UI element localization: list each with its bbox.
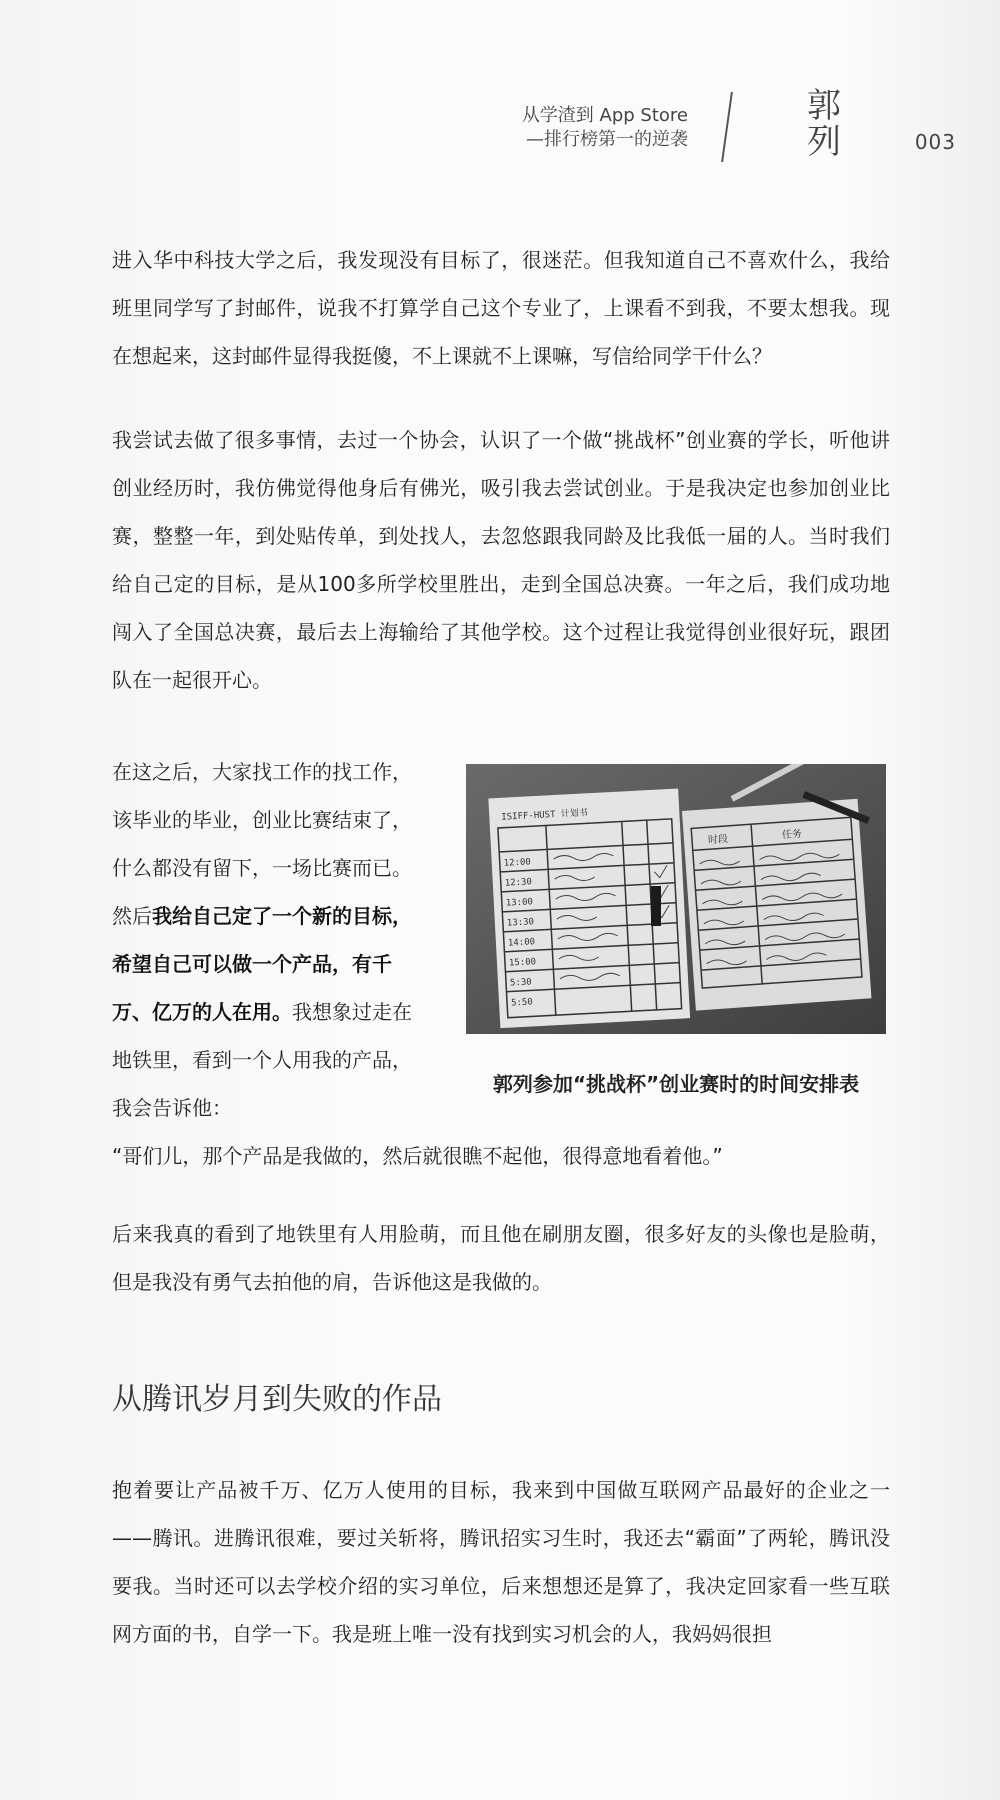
section-heading: 从腾讯岁月到失败的作品 [112,1382,442,1417]
sheet-time-2: 12:30 [504,877,533,889]
paragraph-1: 进入华中科技大学之后，我发现没有目标了，很迷茫。但我知道自己不喜欢什么，我给班里同学写了封邮件，说我不打算学自己这个专业了，上课看不到我，不要太想我。现在想起来，这封邮件显得我挺傻，不上课就不上课嘛，写信给同学干什么？ [112,248,890,368]
chapter-subtitle-line-1: 从学渣到 App Store [521,105,688,126]
page-number: 003 [914,130,956,154]
sheet-time-4: 13:30 [506,917,535,929]
paragraph-4: 后来我真的看到了地铁里有人用脸萌，而且他在刷朋友圈，很多好友的头像也是脸萌，但是我没有勇气去拍他的肩，告诉他这是我做的。 [112,1222,890,1294]
sheet-time-5: 14:00 [507,937,536,949]
paragraph-3-text-a: 在这之后，大家找工作的找工作，该毕业的毕业，创业比赛结束了，什么都没有留下，一场比赛而已。然后 [112,760,412,928]
paragraph-2: 我尝试去做了很多事情，去过一个协会，认识了一个做“挑战杯”创业赛的学长，听他讲创业经历时，我仿佛觉得他身后有佛光，吸引我去尝试创业。于是我决定也参加创业比赛，整整一年，到处贴传单，到处找人，去忽悠跟我同龄及比我低一届的人。当时我们给自己定的目标，是从100多所学校里胜出，走到全国总决赛。一年之后，我们成功地闯入了全国总决赛，最后去上海输给了其他学校。这个过程让我觉得创业很好玩，跟团队在一起很开心。 [112,428,890,692]
header-divider [721,92,733,162]
sheet-time-7: 5:30 [509,977,532,989]
schedule-photo-illustration [466,764,886,1034]
chapter-subtitle [522,104,688,152]
sheet-header-period: 时段 [707,833,729,847]
right-schedule-sheet [682,799,872,1011]
sheet-time-3: 13:00 [505,897,534,909]
running-header [521,86,956,168]
chapter-author: 郭列 [807,86,841,162]
paragraph-3 [112,748,412,1132]
paragraph-5: 抱着要让产品被千万、亿万人使用的目标，我来到中国做互联网产品最好的企业之一——腾讯。进腾讯很难，要过关斩将，腾讯招实习生时，我还去“霸面”了两轮，腾讯没要我。当时还可以去学校介绍的实习单位，后来想想还是算了，我决定回家看一些互联网方面的书，自学一下。我是班上唯一没有找到实习机会的人，我妈妈很担 [112,1478,890,1646]
sheet-time-8: 5:50 [510,997,534,1009]
figure-photo [466,764,886,1034]
figure-caption: 郭列参加“挑战杯”创业赛时的时间安排表 [492,1072,860,1096]
sheet-time-6: 15:00 [508,957,537,969]
paragraph-3-bold: 我给自己定了一个新的目标，希望自己可以做一个产品，有千万、亿万的人在用。 [112,904,412,1024]
chapter-subtitle-line-2: —排行榜第一的逆袭 [526,129,688,150]
paragraph-3-text-b: 我想象过走在地铁里，看到一个人用我的产品，我会告诉他： [112,1000,412,1120]
sheet-header-task: 任务 [781,828,803,842]
paragraph-3-quote: “哥们儿，那个产品是我做的，然后就很瞧不起他，很得意地看着他。” [112,1144,723,1168]
sheet-title: ISIFF-HUST 计划书 [501,808,589,823]
sheet-time-1: 12:00 [503,857,532,869]
